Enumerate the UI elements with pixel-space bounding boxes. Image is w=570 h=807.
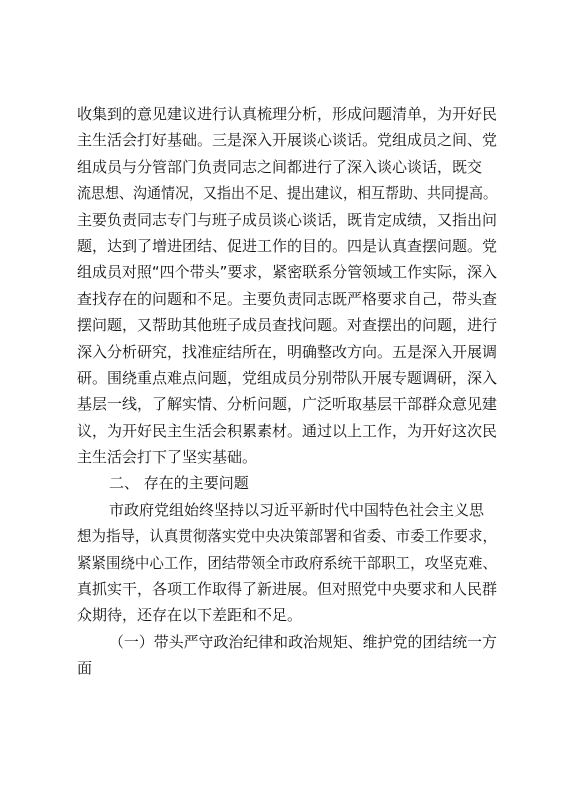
body-line: 议，为开好民主生活会积累素材。通过以上工作，为开好这次民 xyxy=(77,421,498,440)
body-line: 主生活会打好基础。三是深入开展谈心谈话。党组成员之间、党 xyxy=(77,131,498,150)
body-line: 主生活会打下了坚实基础。 xyxy=(77,448,258,467)
body-line: 主要负责同志专门与班子成员谈心谈话，既肯定成绩，又指出问 xyxy=(77,210,498,229)
body-line: 研。围绕重点难点问题，党组成员分别带队开展专题调研，深入 xyxy=(77,368,498,387)
body-line: 组成员与分管部门负责同志之间都进行了深入谈心谈话，既交 xyxy=(77,157,483,176)
subsection-heading-continued: 面 xyxy=(77,659,93,678)
body-line: 查找存在的问题和不足。主要负责同志既严格要求自己，带头查 xyxy=(77,289,498,308)
body-line: 想为指导，认真贯彻落实党中央决策部署和省委、市委工作要求， xyxy=(77,527,498,546)
paragraph-first-line: 市政府党组始终坚持以习近平新时代中国特色社会主义思 xyxy=(109,500,485,519)
body-line: 紧紧围绕中心工作，团结带领全市政府系统干部职工，攻坚克难、 xyxy=(77,553,498,572)
body-line: 收集到的意见建议进行认真梳理分析，形成问题清单，为开好民 xyxy=(77,105,498,123)
body-line: 深入分析研究，找准症结所在，明确整改方向。五是深入开展调 xyxy=(77,342,498,361)
body-line: 组成员对照“四个带头”要求，紧密联系分管领域工作实际，深入 xyxy=(77,263,498,282)
subsection-heading: （一）带头严守政治纪律和政治规矩、维护党的团结统一方 xyxy=(109,632,497,651)
body-line: 摆问题，又帮助其他班子成员查找问题。对查摆出的问题，进行 xyxy=(77,316,498,335)
body-line: 流思想、沟通情况，又指出不足、提出建议，相互帮助、共同提高。 xyxy=(77,184,497,203)
body-line: 题，达到了增进团结、促进工作的目的。四是认真查摆问题。党 xyxy=(77,236,498,255)
body-line: 基层一线，了解实情、分析问题，广泛听取基层干部群众意见建 xyxy=(77,395,498,414)
document-body xyxy=(77,101,497,682)
body-line: 真抓实干，各项工作取得了新进展。但对照党中央要求和人民群 xyxy=(77,580,498,599)
section-heading: 二、 存在的主要问题 xyxy=(109,474,249,493)
body-line: 众期待，还存在以下差距和不足。 xyxy=(77,606,303,625)
